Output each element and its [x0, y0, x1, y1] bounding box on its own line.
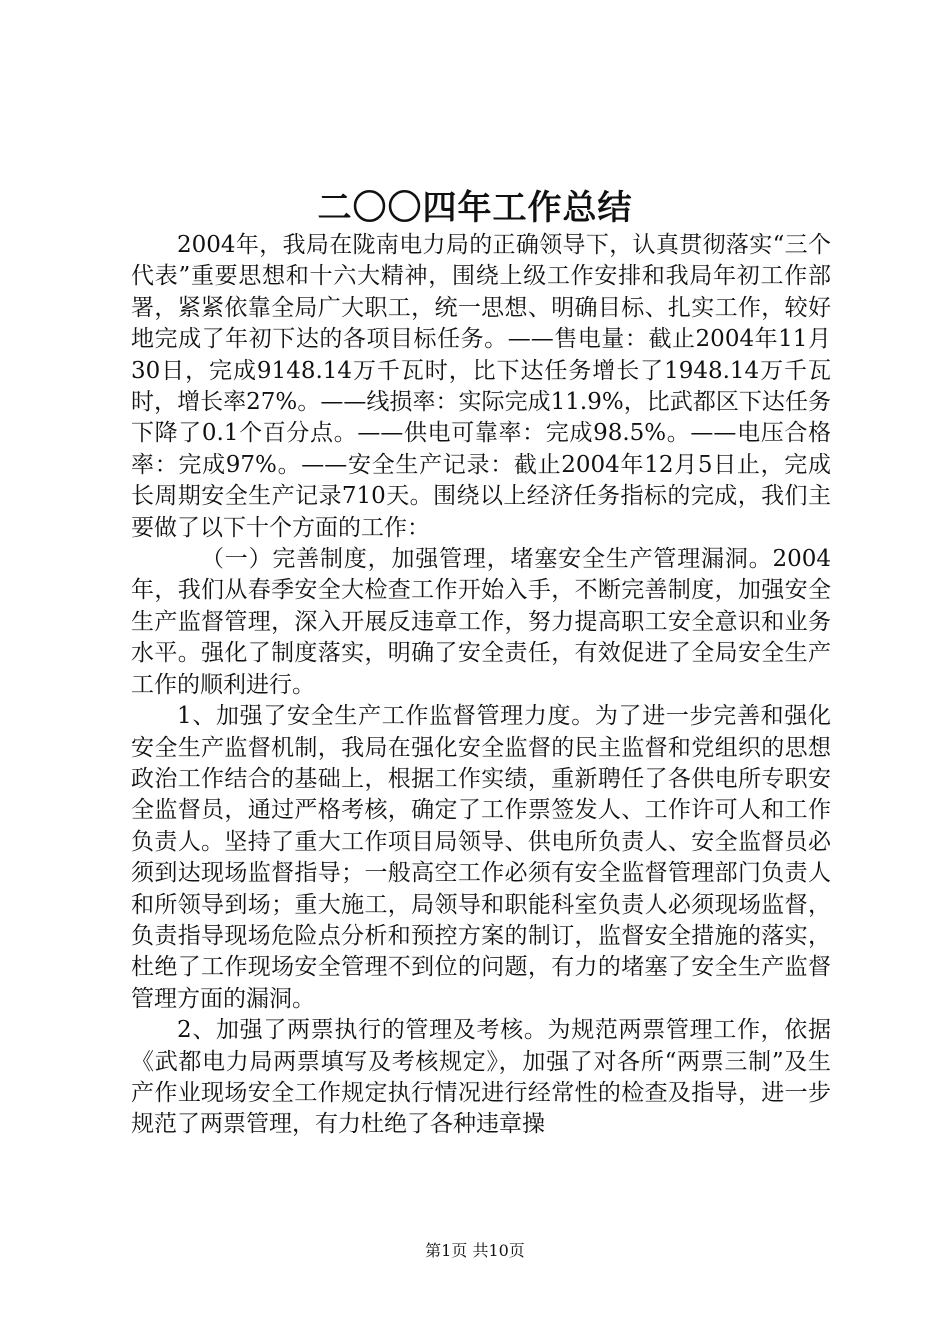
- paragraph-item-1: 1、加强了安全生产工作监督管理力度。为了进一步完善和强化安全生产监督机制，我局在强化安全监督的民主监督和党组织的思想政治工作结合的基础上，根据工作实绩，重新聘任了各供电所专职安全监督员，通过严格考核，确定了工作票签发人、工作许可人和工作负责人。坚持了重大工作项目局领导、供电所负责人、安全监督员必须到达现场监督指导；一般高空工作必须有安全监督管理部门负责人和所领导到场；重大施工，局领导和职能科室负责人必须现场监督，负责指导现场危险点分析和预控方案的制订，监督安全措施的落实，杜绝了工作现场安全管理不到位的问题，有力的堵塞了安全生产监督管理方面的漏洞。: [131, 703, 831, 1012]
- document-body: [131, 230, 831, 1141]
- document-title: 二〇〇四年工作总结: [317, 188, 633, 228]
- paragraph-item-2: 2、加强了两票执行的管理及考核。为规范两票管理工作，依据《武都电力局两票填写及考核规定》，加强了对各所“两票三制”及生产作业现场安全工作规定执行情况进行经常性的检查及指导，进一步规范了两票管理，有力杜绝了各种违章操: [131, 1017, 831, 1138]
- paragraph-section-1: （一）完善制度，加强管理，堵塞安全生产管理漏洞。2004年，我们从春季安全大检查工作开始入手，不断完善制度，加强安全生产监督管理，深入开展反违章工作，努力提高职工安全意识和业务水平。强化了制度落实，明确了安全责任，有效促进了全局安全生产工作的顺利进行。: [131, 546, 831, 698]
- paragraph-intro: 2004年，我局在陇南电力局的正确领导下，认真贯彻落实“三个代表”重要思想和十六大精神，围绕上级工作安排和我局年初工作部署，紧紧依靠全局广大职工，统一思想、明确目标、扎实工作，较好地完成了年初下达的各项目标任务。——售电量：截止2004年11月30日，完成9148.14万千瓦时，比下达任务增长了1948.14万千瓦时，增长率27%。——线损率：实际完成11.9%，比武都区下达任务下降了0.1个百分点。——供电可靠率：完成98.5%。——电压合格率：完成97%。——安全生产记录：截止2004年12月5日止，完成长周期安全生产记录710天。围绕以上经济任务指标的完成，我们主要做了以下十个方面的工作：: [131, 232, 831, 541]
- page-number-footer: 第1页 共10页: [425, 1241, 525, 1260]
